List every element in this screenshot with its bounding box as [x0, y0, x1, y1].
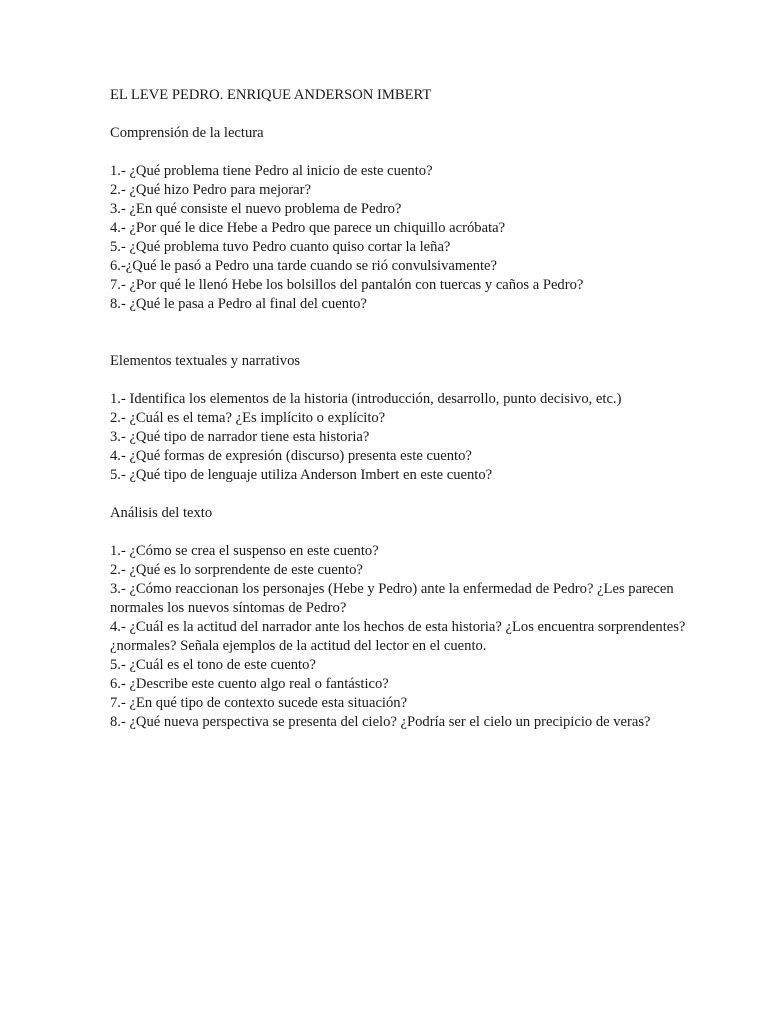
- question-item: 3.- ¿En qué consiste el nuevo problema de Pedro?: [110, 201, 402, 217]
- section-heading: Elementos textuales y narrativos: [110, 353, 301, 369]
- question-item: 4.- ¿Qué formas de expresión (discurso) presenta este cuento?: [110, 448, 472, 464]
- spacer: [110, 105, 708, 124]
- question-item: 1.- ¿Cómo se crea el suspenso en este cuento?: [110, 543, 379, 559]
- question-item: 4.- ¿Por qué le dice Hebe a Pedro que parece un chiquillo acróbata?: [110, 220, 506, 236]
- question-list: [110, 542, 708, 732]
- spacer: [110, 143, 708, 162]
- question-item: 7.- ¿Por qué le llenó Hebe los bolsillos del pantalón con tuercas y caños a Pedro?: [110, 277, 584, 293]
- question-item: 2.- ¿Cuál es el tema? ¿Es implícito o explícito?: [110, 410, 386, 426]
- question-list: [110, 390, 708, 485]
- question-item: 3.- ¿Cómo reaccionan los personajes (Hebe y Pedro) ante la enfermedad de Pedro? ¿Les parecen normales los nuevos síntomas de Pedro?: [110, 581, 674, 616]
- question-item: 1.- Identifica los elementos de la historia (introducción, desarrollo, punto decisivo, etc.): [110, 391, 622, 407]
- question-item: 7.- ¿En qué tipo de contexto sucede esta situación?: [110, 695, 408, 711]
- spacer: [110, 314, 708, 352]
- question-item: 5.- ¿Qué problema tuvo Pedro cuanto quiso cortar la leña?: [110, 239, 451, 255]
- question-item: 1.- ¿Qué problema tiene Pedro al inicio de este cuento?: [110, 163, 433, 179]
- question-item: 3.- ¿Qué tipo de narrador tiene esta historia?: [110, 429, 370, 445]
- spacer: [110, 523, 708, 542]
- question-item: 8.- ¿Qué le pasa a Pedro al final del cuento?: [110, 296, 367, 312]
- question-item: 4.- ¿Cuál es la actitud del narrador ante los hechos de esta historia? ¿Los encuentra sorprendentes? ¿normales? Señala ejemplos de la actitud del lector en el cuento.: [110, 619, 686, 654]
- section-heading: Análisis del texto: [110, 505, 213, 521]
- section-comprension: [110, 124, 708, 314]
- question-item: 6.-¿Qué le pasó a Pedro una tarde cuando se rió convulsivamente?: [110, 258, 497, 274]
- section-heading: Comprensión de la lectura: [110, 125, 264, 141]
- section-elementos: [110, 352, 708, 485]
- question-item: 2.- ¿Qué es lo sorprendente de este cuento?: [110, 562, 363, 578]
- spacer: [110, 371, 708, 390]
- question-item: 8.- ¿Qué nueva perspectiva se presenta del cielo? ¿Podría ser el cielo un precipicio de veras?: [110, 714, 651, 730]
- question-item: 5.- ¿Cuál es el tono de este cuento?: [110, 657, 316, 673]
- question-item: 6.- ¿Describe este cuento algo real o fantástico?: [110, 676, 389, 692]
- spacer: [110, 485, 708, 504]
- question-item: 2.- ¿Qué hizo Pedro para mejorar?: [110, 182, 311, 198]
- question-item: 5.- ¿Qué tipo de lenguaje utiliza Anderson Imbert en este cuento?: [110, 467, 493, 483]
- question-list: [110, 162, 708, 314]
- section-analisis: [110, 504, 708, 732]
- document-title: EL LEVE PEDRO. ENRIQUE ANDERSON IMBERT: [110, 87, 432, 103]
